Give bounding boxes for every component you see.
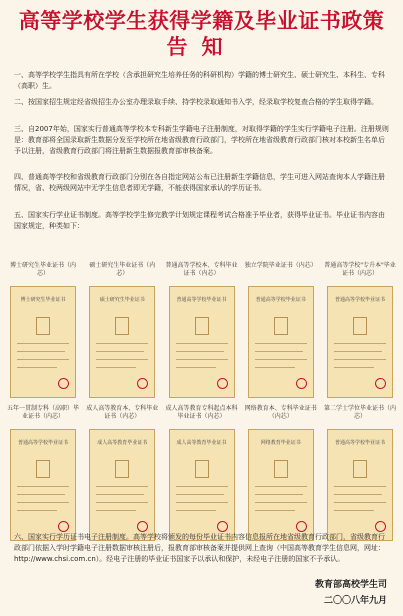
text-line (255, 510, 295, 511)
certificate-card-title: 普通高等学校毕业证书 (176, 297, 227, 303)
certificate-masters (85, 262, 159, 402)
certificate-adult-upgrade (165, 405, 239, 545)
issuer-name: 教育部高校学生司 (314, 580, 387, 590)
text-line (17, 502, 69, 503)
certificate-caption: 普通高等学校本、专科毕业证书（内芯） (165, 262, 238, 277)
photo-placeholder (195, 460, 209, 478)
seal-icon (137, 378, 148, 389)
certificate-card (248, 286, 314, 398)
certificate-caption: 普通高等学校"专升本"毕业证书（内芯） (324, 262, 396, 277)
certificate-card (89, 286, 155, 398)
text-line (176, 486, 228, 487)
seal-icon (217, 378, 228, 389)
certificate-undergraduate (165, 262, 239, 402)
issue-date: 二〇〇八年九月 (323, 596, 387, 606)
certificate-card-title: 普通高等学校毕业证书 (334, 440, 385, 446)
seal-icon (137, 521, 148, 532)
text-line (176, 510, 216, 511)
text-line (17, 351, 65, 352)
certificate-doctoral (6, 262, 80, 402)
text-line (96, 486, 148, 487)
certificate-caption: 成人高等教育本、专科毕业证书（内芯） (86, 405, 159, 420)
text-line (255, 502, 307, 503)
photo-placeholder (353, 460, 367, 478)
text-line (96, 359, 148, 360)
text-line (17, 359, 69, 360)
notice-title: 高等学校学生获得学籍及毕业证书政策 (18, 8, 385, 33)
text-line (255, 359, 307, 360)
certificate-caption: 第二学士学位毕业证书（内芯） (323, 405, 396, 420)
certificate-row-1 (6, 262, 397, 402)
certificate-card-title: 博士研究生毕业证书 (20, 297, 66, 303)
certificate-card (169, 429, 235, 541)
text-line (176, 367, 216, 368)
certificate-card-title: 普通高等学校毕业证书 (334, 297, 385, 303)
seal-icon (58, 521, 69, 532)
text-line (176, 359, 228, 360)
certificate-card (10, 286, 76, 398)
text-line (96, 367, 136, 368)
text-line (96, 343, 148, 344)
photo-placeholder (274, 317, 288, 335)
text-line (255, 351, 303, 352)
seal-icon (296, 378, 307, 389)
photo-placeholder (353, 317, 367, 335)
photo-placeholder (36, 460, 50, 478)
text-line (17, 510, 57, 511)
text-line (17, 494, 65, 495)
seal-icon (375, 521, 386, 532)
certificate-adult (85, 405, 159, 545)
text-line (96, 510, 136, 511)
text-line (17, 343, 69, 344)
certificate-card (89, 429, 155, 541)
certificate-caption: 博士研究生毕业证书（内芯） (9, 262, 76, 277)
paragraph-3: 三、自2007年始，国家实行普通高等学校本专科新生学籍电子注册制度，对取得学籍的学生实行学籍电子注册。注册规则是：教育部将全国录取新生数据分发至学校所在地省级教育行政部门，学校所在地省级教育行政部门核对本校新生名单后予以注册，省级教育行政部门将注册新生数据报教育部审核备案。 (14, 125, 389, 155)
certificate-card-title: 普通高等学校毕业证书 (255, 297, 306, 303)
paragraph-5: 五、国家实行学业证书制度。高等学校学生修完教学计划规定课程考试合格准予毕业者，获得毕业证书。毕业证书内容由国家规定，种类如下： (14, 211, 385, 230)
text-line (176, 343, 228, 344)
text-line (334, 486, 386, 487)
paragraph-4: 四、普通高等学校和省级教育行政部门分别在各自指定网站公布已注册新生学籍信息，学生可进入网站查询本人学籍注册情况，省、校两级网站中无学生信息者即无学籍，不能获得国家承认的学历证书。 (14, 173, 385, 192)
text-line (334, 351, 382, 352)
certificate-caption: 成人高等教育专科起点本科毕业证书（内芯） (165, 405, 238, 420)
text-line (96, 502, 148, 503)
text-line (334, 359, 386, 360)
certificate-online (244, 405, 318, 545)
certificate-five-year (6, 405, 80, 545)
text-line (255, 367, 295, 368)
notice-subtitle: 告知 (166, 34, 237, 59)
text-line (176, 502, 228, 503)
photo-placeholder (195, 317, 209, 335)
certificate-card (327, 429, 393, 541)
certificate-caption: 网络教育本、专科毕业证书（内芯） (244, 405, 317, 420)
text-line (96, 494, 144, 495)
text-line (334, 510, 374, 511)
paragraph-1: 一、高等学校学生指具有所在学校（含承担研究生培养任务的科研机构）学籍的博士研究生、硕士研究生、本科生、专科（高职）生。 (14, 71, 385, 90)
certificate-upgrade (323, 262, 397, 402)
certificate-card-title: 网络教育毕业证书 (260, 440, 301, 446)
certificate-row-2 (6, 405, 397, 545)
certificate-independent-college (244, 262, 318, 402)
text-line (96, 351, 144, 352)
seal-icon (296, 521, 307, 532)
paragraph-6: 六、国家实行学历证书电子注册制度。高等学校将颁发的每份毕业证书内容信息报所在地省级教育行政部门，省级教育行政部门依据入学时学籍电子注册数据审核注册后，报教育部审核备案并提供网上查询（中国高等教育学生信息网，网址：http://www.chsi.com.cn）。经电子注册的毕业证书国家予以承认和保护，未经电子注册的国家不予承认。 (14, 533, 385, 563)
certificate-caption: 独立学院毕业证书（内芯） (244, 262, 317, 269)
certificate-card (327, 286, 393, 398)
certificate-card (248, 429, 314, 541)
seal-icon (58, 378, 69, 389)
text-line (255, 486, 307, 487)
photo-placeholder (115, 317, 129, 335)
certificate-caption: 五年一贯制专科（高职）毕业证书（内芯） (6, 405, 79, 420)
text-line (334, 343, 386, 344)
certificate-card (10, 429, 76, 541)
paragraph-2: 二、按国家招生规定经省级招生办公室办理录取手续、持学校录取通知书入学，经录取学校复查合格的学生取得学籍。 (14, 98, 378, 106)
seal-icon (375, 378, 386, 389)
seal-icon (217, 521, 228, 532)
text-line (255, 494, 303, 495)
photo-placeholder (274, 460, 288, 478)
certificate-card (169, 286, 235, 398)
text-line (334, 494, 382, 495)
text-line (255, 343, 307, 344)
text-line (176, 494, 224, 495)
text-line (17, 486, 69, 487)
certificate-card-title: 成人高等教育毕业证书 (176, 440, 227, 446)
text-line (17, 367, 57, 368)
certificate-card-title: 普通高等学校毕业证书 (17, 440, 68, 446)
text-line (176, 351, 224, 352)
photo-placeholder (115, 460, 129, 478)
certificate-card-title: 硕士研究生毕业证书 (99, 297, 145, 303)
photo-placeholder (36, 317, 50, 335)
certificate-caption: 硕士研究生毕业证书（内芯） (89, 262, 156, 277)
certificate-second-degree (323, 405, 397, 545)
certificate-card-title: 成人高等教育毕业证书 (97, 440, 148, 446)
text-line (334, 367, 374, 368)
text-line (334, 502, 386, 503)
